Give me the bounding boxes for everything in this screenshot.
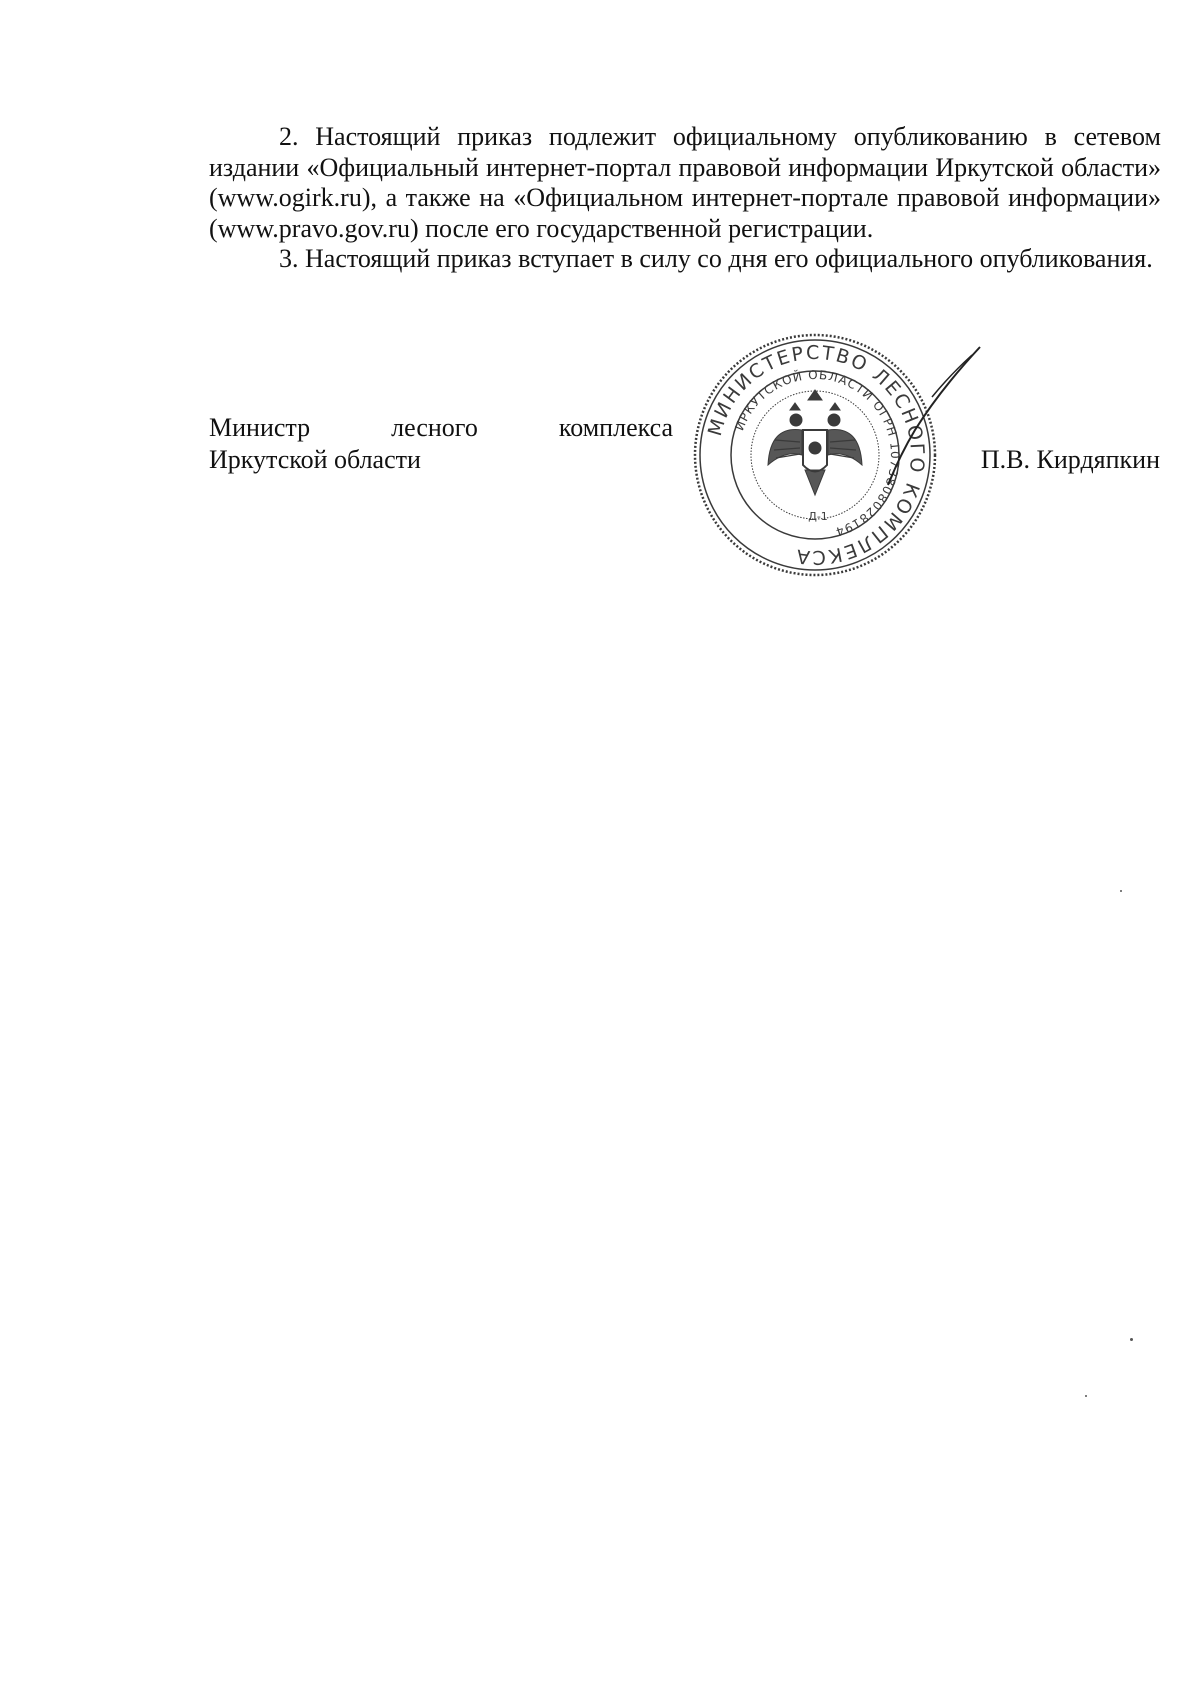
signatory-title xyxy=(209,412,673,476)
paragraph-2: 2. Настоящий приказ подлежит официальному опубликованию в сетевом издании «Официальный интернет-портал правовой информации Иркутской области» (www.ogirk.ru), а также на «Официальном интернет-портале правовой информации» (www.pravo.gov.ru) после его государственной регистрации. xyxy=(209,122,1161,243)
signatory-title-line-1: Министр лесного комплекса xyxy=(209,413,673,442)
signatory-name: П.В. Кирдяпкин xyxy=(980,445,1160,474)
signatory-title-line-2: Иркутской области xyxy=(209,445,421,474)
svg-text:Д-1: Д-1 xyxy=(808,510,828,523)
document-body xyxy=(209,122,1161,275)
paragraph-3: 3. Настоящий приказ вступает в силу со дня его официального опубликования. xyxy=(279,244,1153,273)
scan-speck xyxy=(1120,890,1122,892)
handwritten-signature-icon xyxy=(880,335,1000,495)
svg-text:ИРКУТСКОЙ ОБЛАСТИ ОГРН 1073808: ИРКУТСКОЙ ОБЛАСТИ ОГРН 1073808028194 xyxy=(732,367,903,540)
svg-text:МИНИСТЕРСТВО ЛЕСНОГО КОМПЛЕКСА: МИНИСТЕРСТВО ЛЕСНОГО КОМПЛЕКСА xyxy=(703,341,929,569)
scan-speck xyxy=(1130,1338,1133,1341)
scan-speck xyxy=(1085,1395,1087,1397)
